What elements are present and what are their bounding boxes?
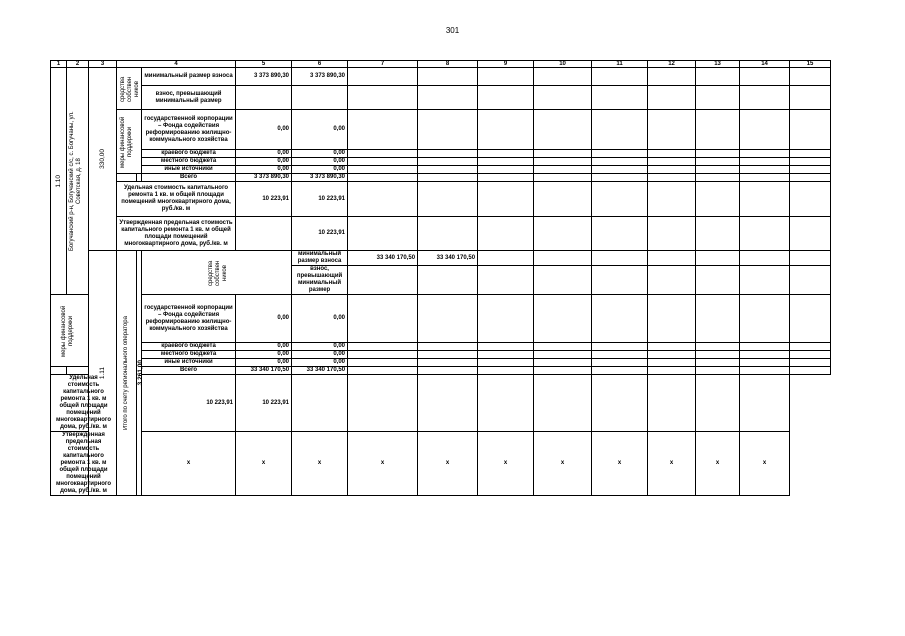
header-col-4: 4 <box>117 61 236 68</box>
cell-col6: 33 340 170,50 <box>292 367 348 375</box>
area-cell: 3 261,00 <box>137 251 142 496</box>
header-col-6: 6 <box>292 61 348 68</box>
cell-col5: 0,00 <box>236 166 292 174</box>
table-row <box>51 343 831 351</box>
table-row <box>51 359 831 367</box>
address-cell: Богучанский р-н, Богучанский с/с, с. Богучаны, ул. Советская, д. 18 <box>67 68 89 295</box>
cell-col6: 0,00 <box>292 343 348 351</box>
table-row <box>51 150 831 158</box>
table-row <box>51 217 831 251</box>
mark-x: x <box>696 432 740 496</box>
table-row <box>51 174 831 182</box>
cell-col6: 3 373 890,30 <box>292 68 348 86</box>
cell-col5: 0,00 <box>236 359 292 367</box>
cell-col6 <box>418 266 478 295</box>
header-col-14: 14 <box>740 61 790 68</box>
row-label: минимальный размер взноса <box>142 68 236 86</box>
cell-col6: 0,00 <box>292 166 348 174</box>
cell-col6: 33 340 170,50 <box>418 251 478 266</box>
cell-col6: 0,00 <box>292 351 348 359</box>
cell-col6: 0,00 <box>292 158 348 166</box>
cell-col5: 0,00 <box>236 150 292 158</box>
page-number: 301 <box>445 26 460 35</box>
header-col-11: 11 <box>592 61 648 68</box>
row-label: местного бюджета <box>142 351 236 359</box>
table-row <box>51 432 831 496</box>
unit-cost-label: Удельная стоимость капитального ремонта 1 кв. м общей площади помещений многоквартирного дома, руб./кв. м <box>51 375 117 432</box>
row-label: государственной корпорации – Фонда содействия реформированию жилищно-коммунального хозяйства <box>142 295 236 343</box>
cell-col5: 33 340 170,50 <box>348 251 418 266</box>
cell-col5: 10 223,91 <box>236 182 292 217</box>
cell-col5: 3 373 890,30 <box>236 68 292 86</box>
row-number: 1.10 <box>51 68 67 295</box>
cell-col6: 0,00 <box>292 359 348 367</box>
group-financial-support: меры финансовой поддержки <box>117 110 142 174</box>
cell-col6: 10 223,91 <box>292 217 348 251</box>
row-label: иные источники <box>142 166 236 174</box>
cell-col6 <box>292 86 348 110</box>
mark-x: x <box>592 432 648 496</box>
header-col-7: 7 <box>348 61 418 68</box>
header-col-2: 2 <box>67 61 89 68</box>
table-row <box>51 295 831 343</box>
row-label: Всего <box>142 174 236 182</box>
header-col-10: 10 <box>534 61 592 68</box>
area-cell: 330,00 <box>89 68 117 251</box>
row-label: местного бюджета <box>142 158 236 166</box>
cell-col6: 10 223,91 <box>236 375 292 432</box>
mark-x: x <box>534 432 592 496</box>
cell-col5: 10 223,91 <box>142 375 236 432</box>
table-row <box>51 367 831 375</box>
table-row <box>51 351 831 359</box>
table-row <box>51 68 831 86</box>
group-financial-support: меры финансовой поддержки <box>51 295 89 367</box>
row-label: минимальный размер взноса <box>292 251 348 266</box>
cell-col5 <box>236 217 292 251</box>
limit-cost-label: Утвержденная предельная стоимость капитального ремонта 1 кв. м общей площади помещений многоквартирного дома, руб./кв. м <box>117 217 236 251</box>
table-row <box>51 86 831 110</box>
row-label: взнос, превышающий минимальный размер <box>142 86 236 110</box>
cell-col6: 0,00 <box>292 110 348 150</box>
header-col-15: 15 <box>790 61 831 68</box>
row-label: Всего <box>142 367 236 375</box>
cell-col5 <box>348 266 418 295</box>
header-col-9: 9 <box>478 61 534 68</box>
cell-col5: 33 340 170,50 <box>236 367 292 375</box>
cell-col6: 0,00 <box>292 150 348 158</box>
unit-cost-label: Удельная стоимость капитального ремонта 1 кв. м общей площади помещений многоквартирного дома, руб./кв. м <box>117 182 236 217</box>
cell-col5: 0,00 <box>236 351 292 359</box>
limit-cost-label: Утвержденная предельная стоимость капитального ремонта 1 кв. м общей площади помещений многоквартирного дома, руб./кв. м <box>51 432 117 496</box>
table-row <box>51 251 831 266</box>
mark-x: x <box>292 432 348 496</box>
table-row <box>51 110 831 150</box>
row-label: государственной корпорации – Фонда содействия реформированию жилищно-коммунального хозяйства <box>142 110 236 150</box>
group-own-funds: средства собствен ников <box>117 68 142 110</box>
cell-col5: 0,00 <box>236 110 292 150</box>
mark-x: x <box>418 432 478 496</box>
mark-x: x <box>478 432 534 496</box>
group-own-funds: средства собствен ников <box>142 251 292 295</box>
cell-col5: 0,00 <box>236 158 292 166</box>
row-label: иные источники <box>142 359 236 367</box>
cell-col6: 10 223,91 <box>292 182 348 217</box>
table-row <box>51 375 831 432</box>
table-row <box>51 158 831 166</box>
table-row <box>51 182 831 217</box>
row-label: краевого бюджета <box>142 343 236 351</box>
cell-col5: 3 373 890,30 <box>236 174 292 182</box>
row-number: 1.11 <box>89 251 117 496</box>
row-label: краевого бюджета <box>142 150 236 158</box>
table-row <box>51 166 831 174</box>
capital-repair-table <box>50 60 831 496</box>
header-col-8: 8 <box>418 61 478 68</box>
mark-x: x <box>236 432 292 496</box>
mark-x: x <box>648 432 696 496</box>
mark-x: x <box>142 432 236 496</box>
header-col-3: 3 <box>89 61 117 68</box>
mark-x: x <box>740 432 790 496</box>
cell-col5 <box>236 86 292 110</box>
cell-col6: 3 373 890,30 <box>292 174 348 182</box>
header-col-1: 1 <box>51 61 67 68</box>
header-row <box>51 61 831 68</box>
header-col-5: 5 <box>236 61 292 68</box>
cell-col5: 0,00 <box>236 295 292 343</box>
row-label: взнос, превышающий минимальный размер <box>292 266 348 295</box>
cell-col5: 0,00 <box>236 343 292 351</box>
header-col-13: 13 <box>696 61 740 68</box>
mark-x: x <box>348 432 418 496</box>
address-cell: Итого по счету регионального оператора <box>117 251 137 496</box>
header-col-12: 12 <box>648 61 696 68</box>
cell-col6: 0,00 <box>292 295 348 343</box>
